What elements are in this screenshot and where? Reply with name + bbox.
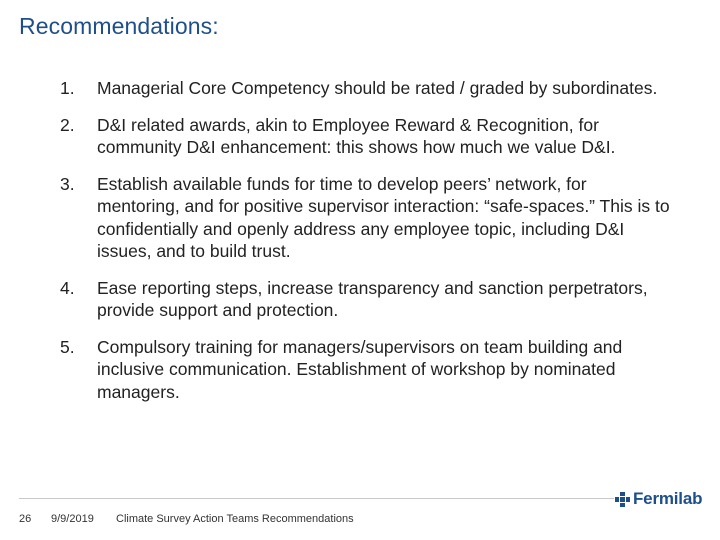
list-item — [60, 336, 670, 404]
footer-divider — [19, 498, 614, 499]
item-text: Managerial Core Competency should be rated / graded by subordinates. — [97, 78, 658, 98]
item-number: 3. — [60, 173, 75, 194]
list-item — [60, 114, 670, 159]
item-number: 1. — [60, 78, 75, 98]
item-text: Ease reporting steps, increase transparency and sanction perpetrators, provide support and protection. — [97, 277, 648, 320]
item-number: 4. — [60, 277, 75, 298]
item-text: Establish available funds for time to develop peers’ network, for mentoring, and for positive supervisor interaction: “safe-spaces.” This is to confidentially and openly address any employee topic, including D&I issues, and to build trust. — [97, 173, 670, 261]
page-number: 26 — [19, 513, 32, 525]
list-item — [60, 77, 670, 100]
slide-title: Recommendations: — [19, 13, 219, 39]
fermilab-logo-icon — [615, 492, 630, 507]
recommendations-list — [60, 77, 670, 417]
item-text: Compulsory training for managers/supervisors on team building and inclusive communication. Establishment of workshop by nominated managers. — [97, 336, 623, 402]
fermilab-logo — [615, 489, 702, 509]
footer-presentation-title: Climate Survey Action Teams Recommendations — [116, 513, 354, 525]
item-number: 5. — [60, 336, 75, 357]
item-text: D&I related awards, akin to Employee Reward & Recognition, for community D&I enhancement: this shows how much we value D&I. — [97, 114, 616, 157]
item-number: 2. — [60, 114, 75, 135]
list-item — [60, 173, 670, 263]
footer-date: 9/9/2019 — [51, 513, 94, 525]
logo-text: Fermilab — [633, 489, 703, 508]
list-item — [60, 277, 670, 322]
